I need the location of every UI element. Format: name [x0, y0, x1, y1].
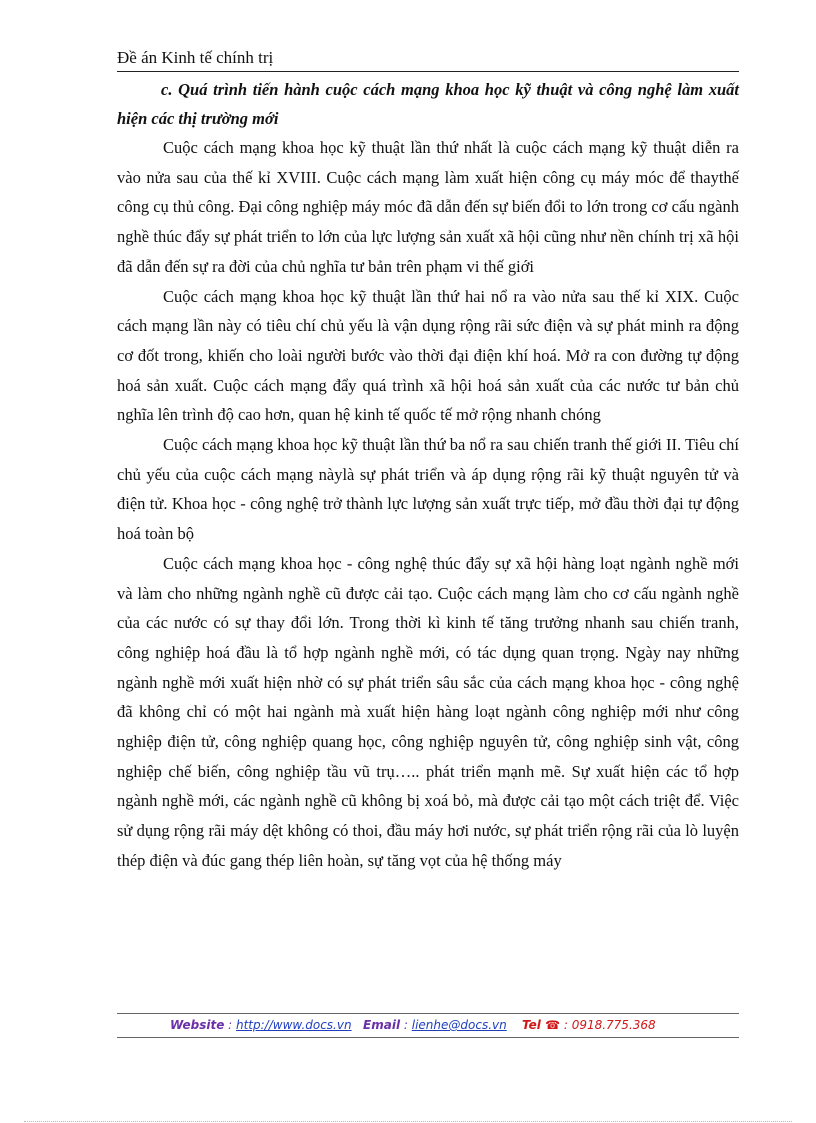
tel-number: 0918.775.368	[571, 1018, 656, 1032]
website-label: Website	[170, 1018, 225, 1032]
website-separator: :	[224, 1018, 236, 1032]
page-footer	[170, 1018, 656, 1032]
email-label: Email	[363, 1018, 401, 1032]
paragraph-third-revolution: Cuộc cách mạng khoa học kỹ thuật lần thứ ba nổ ra sau chiến tranh thế giới II. Tiêu chí chủ yếu của cuộc cách mạng nàylà sự phát triển và áp dụng rộng rãi kỹ thuật nguyên tử và điện tử. Khoa học - công nghệ trở thành lực lượng sản xuất trực tiếp, mở đầu thời đại tự động hoá toàn bộ	[117, 435, 739, 544]
website-link[interactable]: http://www.docs.vn	[236, 1018, 352, 1032]
footer-divider-bottom	[117, 1037, 739, 1038]
section-heading: c. Quá trình tiến hành cuộc cách mạng khoa học kỹ thuật và công nghệ làm xuất hiện các thị trường mới	[117, 80, 739, 128]
paragraph-new-industries: Cuộc cách mạng khoa học - công nghệ thúc đẩy sự xã hội hàng loạt ngành nghề mới và làm cho những ngành nghề cũ được cải tạo. Cuộc cách mạng làm cho cơ cấu ngành nghề của các nước có sự thay đổi lớn. Trong thời kì kinh tế tăng trưởng nhanh sau chiến tranh, công nghiệp hoá đầu là tổ hợp ngành nghề mới, có tác dụng quan trọng. Ngày nay những ngành nghề mới xuất hiện nhờ có sự phát triển sâu sắc của cách mạng khoa học - công nghệ đã không chỉ có một hai ngành mà xuất hiện hàng loạt ngành công nghiệp mới như công nghiệp điện tử, công nghiệp quang học, công nghiệp nguyên tử, công nghiệp sinh vật, công nghiệp chế biến, công nghiệp tầu vũ trụ….. phát triển mạnh mẽ. Sự xuất hiện các tổ hợp ngành nghề mới, các ngành nghề cũ không bị xoá bỏ, mà được cải tạo một cách triệt để. Việc sử dụng rộng rãi máy dệt không có thoi, đầu máy hơi nước, sự phát triển rộng rãi của lò luyện thép điện và đúc gang thép liên hoàn, sự tăng vọt của hệ thống máy	[117, 553, 739, 870]
paragraph-second-revolution: Cuộc cách mạng khoa học kỹ thuật lần thứ hai nổ ra vào nửa sau thế kỉ XIX. Cuộc cách mạng lần này có tiêu chí chủ yếu là vận dụng rộng rãi sức điện và sự phát minh ra động cơ đốt trong, khiến cho loài người bước vào thời đại điện khí hoá. Mở ra con đường tự động hoá sản xuất. Cuộc cách mạng đẩy quá trình xã hội hoá sản xuất của các nước tư bản chủ nghĩa lên trình độ cao hơn, quan hệ kinh tế quốc tế mở rộng nhanh chóng	[117, 286, 739, 425]
tel-label: Tel ☎	[522, 1018, 561, 1032]
footer-divider-top	[117, 1013, 739, 1014]
document-header	[117, 47, 739, 69]
tel-separator: :	[560, 1018, 572, 1032]
paragraph-first-revolution: Cuộc cách mạng khoa học kỹ thuật lần thứ nhất là cuộc cách mạng kỹ thuật diễn ra vào nửa sau của thế kỉ XVIII. Cuộc cách mạng làm xuất hiện công cụ máy móc để thaythế công cụ thủ công. Đại công nghiệp máy móc đã dẫn đến sự biến đổi to lớn trong cơ cấu ngành nghề thúc đẩy sự phát triển to lớn của lực lượng sản xuất xã hội cũng như nền chính trị xã hội đã dẫn đến sự ra đời của chủ nghĩa tư bản trên phạm vi thế giới	[117, 138, 739, 276]
header-title: Đề án Kinh tế chính trị	[117, 48, 274, 67]
email-link[interactable]: lienhe@docs.vn	[411, 1018, 507, 1032]
page-edge-dotted-line	[24, 1121, 792, 1122]
email-separator: :	[400, 1018, 412, 1032]
header-divider	[117, 71, 739, 72]
page-body	[117, 75, 739, 876]
